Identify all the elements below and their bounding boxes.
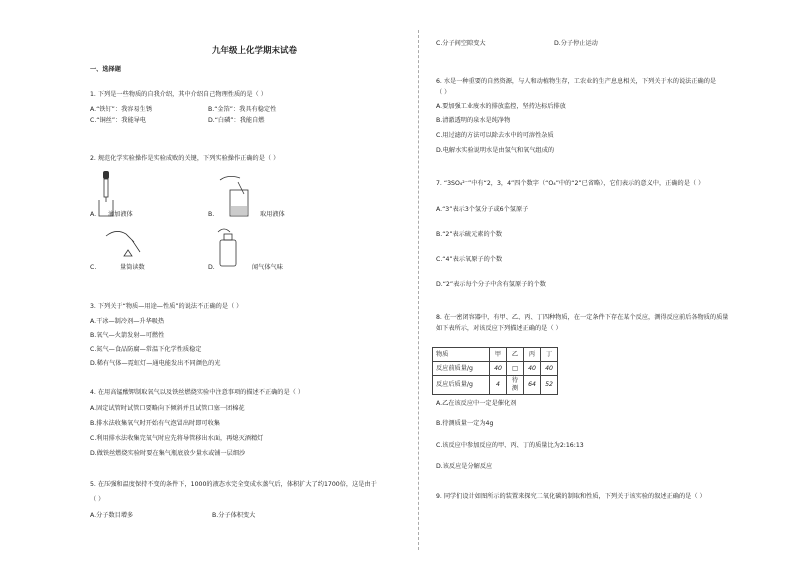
q6-paren: （ ） (436, 89, 451, 96)
q4-option-d: D.做铁丝燃烧实验时要在集气瓶底放少量水或铺一层细沙 (90, 450, 246, 457)
smell-gas-figure (214, 224, 246, 270)
q7-option-c: C.“4”表示氧原子的个数 (436, 256, 503, 263)
q9-stem: 9. 同学们设计如图所示的装置来探究二氧化碳的制取和性质，下列关于该实验的叙述正确的是（ ） (436, 493, 706, 500)
q8-option-b: B.待测质量一定为4g (436, 420, 494, 427)
section-heading: 一、选择题 (90, 66, 121, 73)
table-cell: 反应后质量/g (433, 376, 490, 395)
q2-caption-c: 量筒读数 (120, 264, 145, 271)
table-header: 甲 (490, 348, 507, 362)
q1-option-d: D.“白磷”：我能自燃 (208, 117, 265, 124)
mass-table (432, 347, 558, 395)
q5-option-b: B.分子体积变大 (212, 512, 256, 519)
q7-stem: 7. “3SO₄²⁻”中有“2，3，4”四个数字（“O₄”中的“2”已省略），它们表示的意义中，正确的是（ ） (436, 180, 705, 187)
table-cell: 4 (490, 376, 507, 395)
q3-option-c: C.氮气—食品防腐—常温下化学性质稳定 (90, 346, 202, 353)
q6-option-c: C.用过滤的方法可以除去水中的可溶性杂质 (436, 132, 554, 139)
q6-stem: 6. 水是一种重要的自然资源，与人和动植物生存，工农业的生产息息相关，下列关于水的说法正确的是 (436, 78, 717, 85)
q2-caption-d: 闻气体气味 (252, 264, 283, 271)
q3-option-b: B.氧气—火箭发射—可燃性 (90, 332, 165, 339)
table-row (433, 376, 558, 395)
q2-label-a: A. (90, 211, 97, 218)
exam-title: 九年级上化学期末试卷 (212, 46, 298, 56)
q3-option-d: D.稀有气体—霓虹灯—通电能发出不同颜色的光 (90, 360, 221, 367)
q7-option-d: D.“2”表示每个分子中含有氢原子的个数 (436, 281, 546, 288)
pour-liquid-figure (214, 172, 254, 218)
q3-option-a: A.干冰—制冷剂—升华吸热 (90, 318, 165, 325)
q5-option-a: A.分子数目增多 (90, 512, 134, 519)
q1-option-c: C.“铜丝”：我能导电 (90, 117, 147, 124)
q4-option-b: B.排水法收集氧气时开始有气泡冒出时即可收集 (90, 420, 220, 427)
table-cell: 40 (490, 362, 507, 376)
q2-caption-a: 滴加液体 (108, 211, 133, 218)
table-cell: □ (507, 362, 524, 376)
table-cell: 40 (541, 362, 558, 376)
q8-stem-line1: 8. 在一密闭容器中，有甲、乙、丙、丁四种物质，在一定条件下存在某个反应，测得反应前后各物质的质量 (436, 314, 729, 321)
table-cell: 52 (541, 376, 558, 395)
q5-option-d: D.分子停止运动 (554, 40, 598, 47)
q2-stem: 2. 规范化学实验操作是实验成败的关键，下列实验操作正确的是（ ） (90, 155, 280, 162)
q5-option-c: C.分子间空隙变大 (436, 40, 486, 47)
q1-option-b: B.“金箔”：我具有稳定性 (208, 106, 277, 113)
table-cell: 反应前质量/g (433, 362, 490, 376)
table-header: 丁 (541, 348, 558, 362)
q2-label-c: C. (90, 264, 97, 271)
q4-option-c: C.利用排水法收集完氧气时应先将导管移出水面，再熄灭酒精灯 (90, 435, 264, 442)
table-header: 物质 (433, 348, 490, 362)
q4-option-a: A.固定试管时试管口要略向下倾斜并且试管口塞一团棉花 (90, 405, 245, 412)
q1-stem: 1. 下列是一些物质的自我介绍，其中介绍自己物理性质的是（ ） (90, 91, 267, 98)
q8-option-d: D.该反应是分解反应 (436, 463, 493, 470)
q2-label-b: B. (208, 211, 215, 218)
table-cell: 64 (524, 376, 541, 395)
q6-option-d: D.电解水实验说明水是由氢气和氧气组成的 (436, 147, 555, 154)
q8-stem-line2: 如下表所示，对该反应下列描述正确的是（ ） (436, 325, 562, 332)
q7-option-a: A.“3”表示3个氢分子或6个氢原子 (436, 206, 529, 213)
table-header: 丙 (524, 348, 541, 362)
q5-paren: （ ） (90, 496, 105, 503)
q3-stem: 3. 下列关于“物质—用途—性质”的说法不正确的是（ ） (90, 303, 243, 310)
q4-stem: 4. 在用高锰酸钾制取氧气以及铁丝燃烧实验中注意事项的描述不正确的是（ ） (90, 389, 305, 396)
q7-option-b: B.“2”表示硫元素的个数 (436, 231, 503, 238)
table-cell: 待测 (507, 376, 524, 395)
column-divider (418, 30, 419, 550)
table-header: 乙 (507, 348, 524, 362)
q8-option-a: A.乙在该反应中一定是催化剂 (436, 400, 517, 407)
q5-stem: 5. 在压强和温度保持不变的条件下，1000的液态水完全变成水蒸气后，体积扩大了约1700倍，这是由于 (90, 481, 377, 488)
cylinder-reading-figure (104, 226, 146, 262)
table-row (433, 362, 558, 376)
q6-option-b: B.清澈透明的泉水是纯净物 (436, 117, 511, 124)
q6-option-a: A.要加强工业废水的排放监控，坚持达标后排放 (436, 103, 566, 110)
q1-option-a: A.“铁钉”：我容易生锈 (90, 106, 153, 113)
q2-caption-b: 取用液体 (260, 211, 285, 218)
table-cell: 40 (524, 362, 541, 376)
q8-option-c: C.该反应中参加反应的甲、丙、丁的质量比为2:16:13 (436, 442, 584, 449)
q2-label-d: D. (208, 264, 215, 271)
table-header-row (433, 348, 558, 362)
